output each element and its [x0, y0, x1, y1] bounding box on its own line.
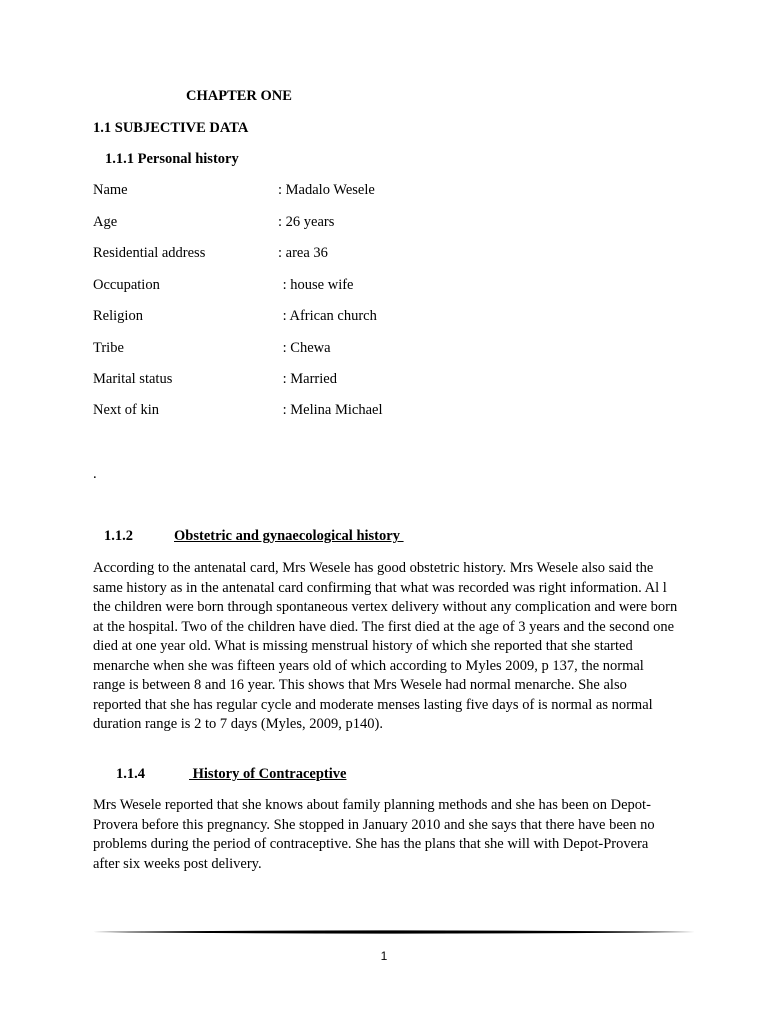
field-label-religion: Religion: [93, 308, 143, 324]
field-value-age: : 26 years: [278, 214, 335, 230]
field-value-address: : area 36: [278, 245, 328, 261]
field-label-occupation: Occupation: [93, 277, 160, 293]
field-label-name: Name: [93, 182, 128, 198]
field-label-address: Residential address: [93, 245, 206, 261]
page-number: 1: [380, 949, 388, 963]
obstetric-section-title: Obstetric and gynaecological history: [174, 528, 404, 544]
stray-dot: .: [93, 466, 97, 482]
field-value-name: : Madalo Wesele: [278, 182, 375, 198]
footer-divider: [93, 930, 695, 934]
chapter-title: CHAPTER ONE: [186, 88, 292, 104]
obstetric-section-number: 1.1.2: [104, 528, 133, 544]
field-value-religion: : African church: [279, 308, 377, 324]
field-value-occupation: : house wife: [279, 277, 354, 293]
field-label-tribe: Tribe: [93, 340, 124, 356]
field-label-age: Age: [93, 214, 118, 230]
field-value-next-of-kin: : Melina Michael: [279, 402, 383, 418]
contraceptive-section-number: 1.1.4: [116, 766, 145, 782]
section-title: 1.1 SUBJECTIVE DATA: [93, 120, 249, 136]
contraceptive-section-title: History of Contraceptive: [189, 766, 347, 782]
contraceptive-history-paragraph: Mrs Wesele reported that she knows about family planning methods and she has been on Depot-Provera before this pregnancy. She stopped in January 2010 and she says that there have been no problems during the period of contraceptive. She has the plans that she will with Depot-Provera after six weeks post delivery.: [93, 797, 655, 872]
field-label-marital-status: Marital status: [93, 371, 173, 387]
obstetric-history-paragraph: According to the antenatal card, Mrs Wesele has good obstetric history. Mrs Wesele also said the same history as in the antenatal card confirming that what was recorded was right information. Al l the children were born through spontaneous vertex delivery without any complication and were born at the hospital. Two of the children have died. The first died at the age of 3 years and the second one died at one year old. What is missing menstrual history of which she reported that she started menarche when she was fifteen years old of which according to Myles 2009, p 137, the normal range is between 8 and 16 year. This shows that Mrs Wesele had normal menarche. She also reported that she has regular cycle and moderate menses lasting five days of is normal as normal duration range is 2 to 7 days (Myles, 2009, p140).: [93, 560, 678, 732]
field-value-marital-status: : Married: [279, 371, 337, 387]
personal-history-heading: 1.1.1 Personal history: [105, 151, 239, 167]
field-value-tribe: : Chewa: [279, 340, 331, 356]
field-label-next-of-kin: Next of kin: [93, 402, 160, 418]
